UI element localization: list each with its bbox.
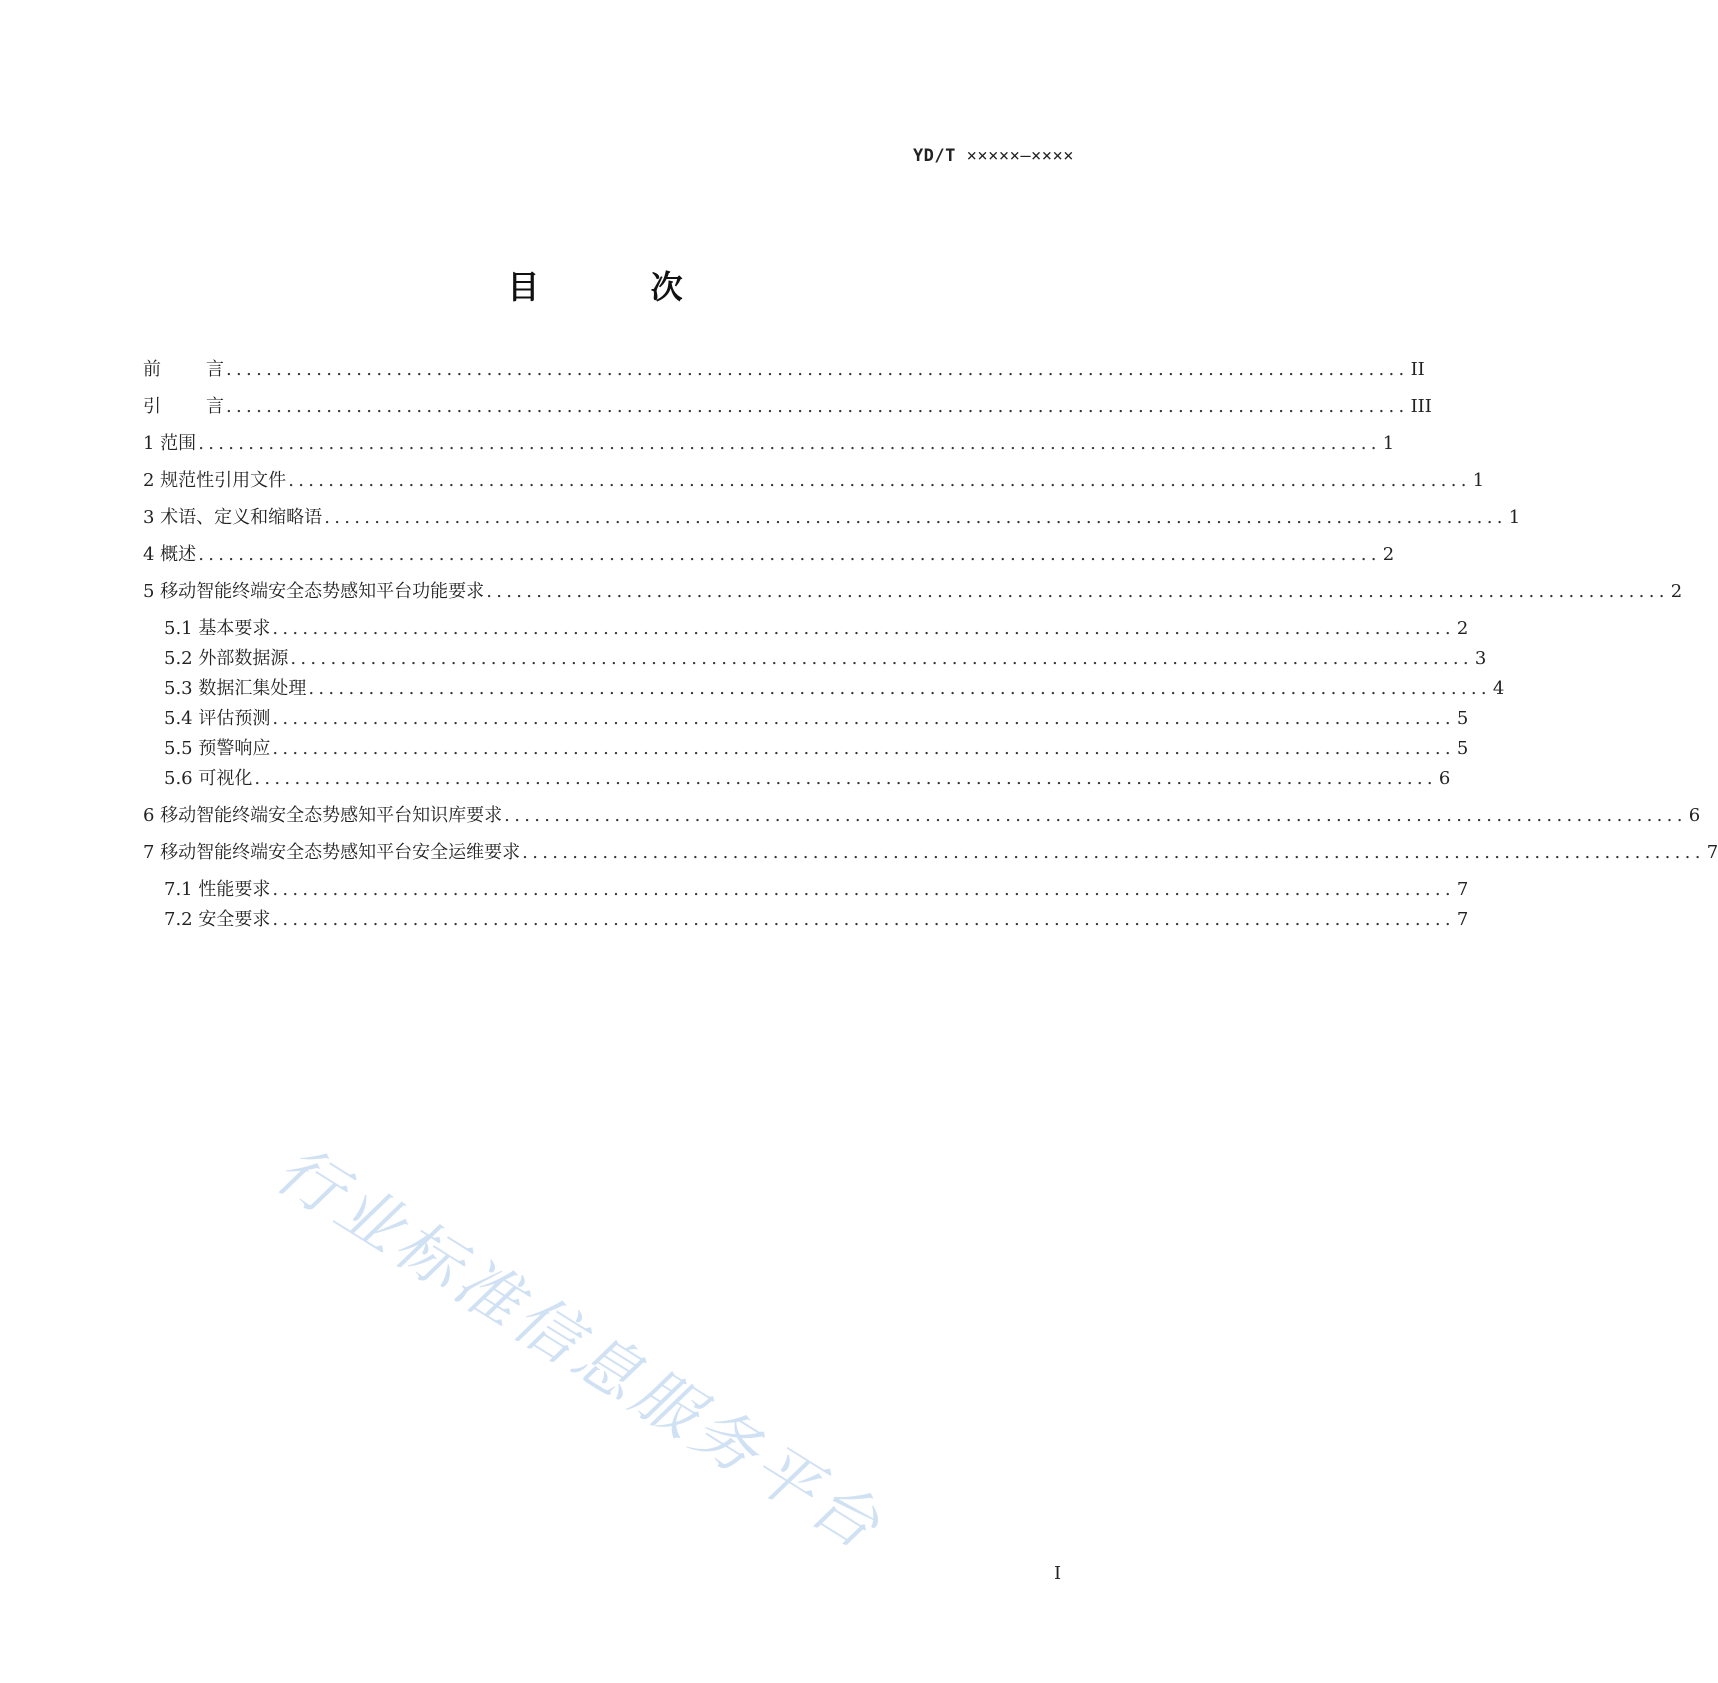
toc-entry-7-2[interactable] [164,908,1469,932]
toc-entry-label: 2 规范性引用文件 [143,470,287,491]
toc-leader-dots: ...................................................................................................................... [504,805,1687,826]
toc-entry-2[interactable] [143,469,1485,493]
toc-entry-6[interactable] [143,804,1701,828]
toc-leader-dots: ...................................................................................................................... [226,396,1409,417]
toc-entry-page: 5 [1456,738,1469,759]
toc-leader-dots: ...................................................................................................................... [272,708,1455,729]
toc-entry-foreword[interactable] [143,358,1425,382]
document-code-number: ×××××—×××× [966,146,1074,166]
toc-leader-dots: ...................................................................................................................... [198,433,1381,454]
toc-entry-label: 7 移动智能终端安全态势感知平台安全运维要求 [143,842,521,863]
toc-entry-label: 1 范围 [143,433,197,454]
toc-leader-dots: ...................................................................................................................... [486,581,1669,602]
toc-leader-dots: ...................................................................................................................... [288,470,1471,491]
toc-entry-4[interactable] [143,543,1395,567]
toc-entry-label: 5.1 基本要求 [164,618,271,639]
toc-leader-dots: ...................................................................................................................... [272,909,1455,930]
toc-entry-page: 5 [1456,708,1469,729]
toc-entry-page: 2 [1456,618,1469,639]
document-code-prefix: YD/T [912,146,956,166]
toc-entry-3[interactable] [143,506,1521,530]
toc-entry-label: 5.6 可视化 [164,768,253,789]
toc-leader-dots: ...................................................................................................................... [198,544,1381,565]
toc-entry-label: 5 移动智能终端安全态势感知平台功能要求 [143,581,485,602]
toc-entry-page: 6 [1688,805,1701,826]
toc-entry-label: 3 术语、定义和缩略语 [143,507,323,528]
toc-entry-introduction[interactable] [143,395,1432,419]
toc-entry-page: 4 [1492,678,1505,699]
toc-entry-5-4[interactable] [164,707,1469,731]
toc-leader-dots: ...................................................................................................................... [272,618,1455,639]
toc-entry-5-2[interactable] [164,647,1487,671]
toc-entry-5-1[interactable] [164,617,1469,641]
page-number: I [1054,1563,1062,1584]
toc-entry-7[interactable] [143,841,1718,865]
document-code [913,146,1074,166]
toc-entry-page: II [1410,359,1425,380]
toc-entry-label: 5.2 外部数据源 [164,648,289,669]
toc-entry-label: 引言 [143,396,224,417]
toc-entry-page: 7 [1706,842,1718,863]
toc-leader-dots: ...................................................................................................................... [254,768,1437,789]
toc-entry-label: 7.1 性能要求 [164,879,271,900]
toc-leader-dots: ...................................................................................................................... [272,738,1455,759]
toc-entry-label: 5.5 预警响应 [164,738,271,759]
toc-entry-page: 7 [1456,879,1469,900]
toc-title: 目 次 [507,268,733,306]
toc-entry-label: 7.2 安全要求 [164,909,271,930]
toc-entry-page: 6 [1438,768,1451,789]
toc-entry-label: 5.3 数据汇集处理 [164,678,307,699]
toc-entry-7-1[interactable] [164,878,1469,902]
toc-entry-page: 1 [1508,507,1521,528]
toc-entry-page: III [1410,396,1432,417]
toc-entry-label: 前言 [143,359,224,380]
toc-entry-5[interactable] [143,580,1683,604]
toc-leader-dots: ...................................................................................................................... [226,359,1409,380]
toc-entry-page: 7 [1456,909,1469,930]
watermark: 行业标准信息服务平台 [262,1132,896,1567]
toc-entry-page: 1 [1472,470,1485,491]
toc-entry-page: 3 [1474,648,1487,669]
toc-entry-label: 5.4 评估预测 [164,708,271,729]
toc-entry-page: 2 [1382,544,1395,565]
toc-leader-dots: ...................................................................................................................... [290,648,1473,669]
toc-leader-dots: ...................................................................................................................... [272,879,1455,900]
toc-entry-page: 2 [1670,581,1683,602]
toc-entry-1[interactable] [143,432,1395,456]
toc-entry-label: 6 移动智能终端安全态势感知平台知识库要求 [143,805,503,826]
toc-entry-5-3[interactable] [164,677,1505,701]
toc-entry-label: 4 概述 [143,544,197,565]
toc-entry-page: 1 [1382,433,1395,454]
toc-leader-dots: ...................................................................................................................... [522,842,1705,863]
toc-entry-5-6[interactable] [164,767,1451,791]
toc-leader-dots: ...................................................................................................................... [308,678,1491,699]
toc-leader-dots: ...................................................................................................................... [324,507,1507,528]
toc-entry-5-5[interactable] [164,737,1469,761]
